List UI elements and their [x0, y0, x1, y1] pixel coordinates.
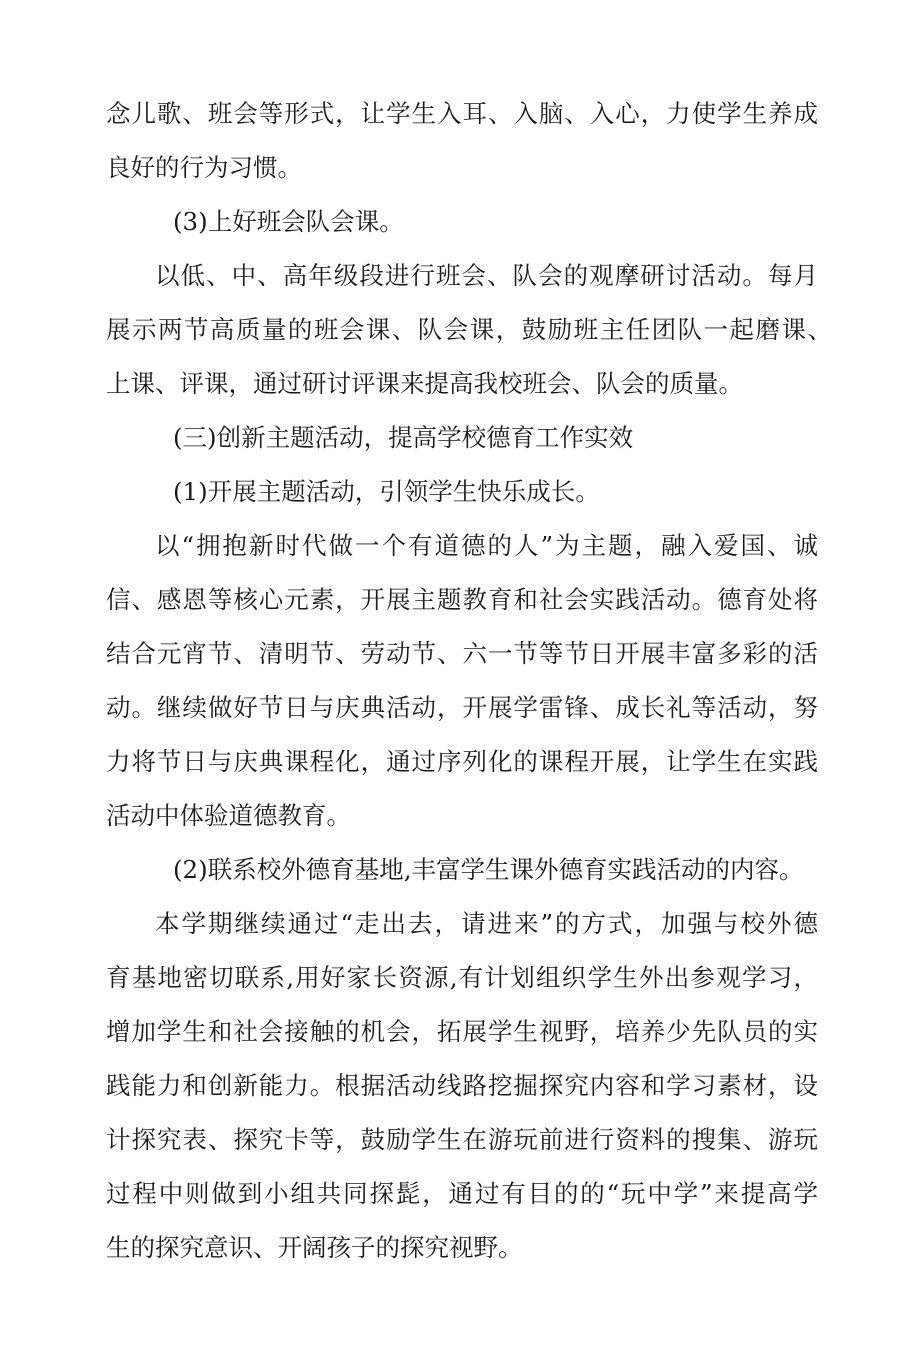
text-line: 念儿歌、班会等形式，让学生入耳、入脑、入心，力使学生养成 [106, 99, 818, 128]
text-line: 过程中则做到小组共同探髭，通过有目的的“玩中学”来提高学 [106, 1179, 818, 1208]
text-line: 良好的行为习惯。 [106, 153, 302, 182]
text-line: 践能力和创新能力。根据活动线路挖掘探究内容和学习素材，设 [106, 1071, 818, 1100]
text-line: 上课、评课，通过研讨评课来提高我校班会、队会的质量。 [106, 369, 743, 398]
text-line: 展示两节高质量的班会课、队会课，鼓励班主任团队一起磨课、 [106, 315, 832, 344]
text-line: 以“拥抱新时代做一个有道德的人”为主题，融入爱国、诚 [155, 531, 818, 560]
text-line: 结合元宵节、清明节、劳动节、六一节等节日开展丰富多彩的活 [106, 639, 818, 668]
list-heading-1: (1)开展主题活动，引领学生快乐成长。 [173, 477, 600, 506]
text-line: 活动中体验道德教育。 [106, 801, 351, 830]
section-heading-3: (三)创新主题活动，提高学校德育工作实效 [173, 423, 634, 452]
text-line: 以低、中、高年级段进行班会、队会的观摩研讨活动。每月 [155, 261, 818, 290]
list-heading-3: (3)上好班会队会课。 [173, 207, 404, 236]
list-heading-2: (2)联系校外德育基地,丰富学生课外德育实践活动的内容。 [173, 855, 804, 884]
text-line: 力将节日与庆典课程化，通过序列化的课程开展，让学生在实践 [106, 747, 818, 776]
text-line: 计探究表、探究卡等，鼓励学生在游玩前进行资料的搜集、游玩 [106, 1125, 818, 1154]
text-line: 动。继续做好节日与庆典活动，开展学雷锋、成长礼等活动，努 [106, 693, 818, 722]
text-line: 本学期继续通过“走出去，请进来”的方式，加强与校外德 [155, 909, 818, 938]
text-line: 信、感恩等核心元素，开展主题教育和社会实践活动。德育处将 [106, 585, 818, 614]
text-line: 增加学生和社会接触的机会，拓展学生视野，培养少先队员的实 [106, 1017, 818, 1046]
text-line: 育基地密切联系,用好家长资源,有计划组织学生外出参观学习， [106, 963, 818, 992]
text-line: 生的探究意识、开阔孩子的探究视野。 [106, 1233, 523, 1262]
